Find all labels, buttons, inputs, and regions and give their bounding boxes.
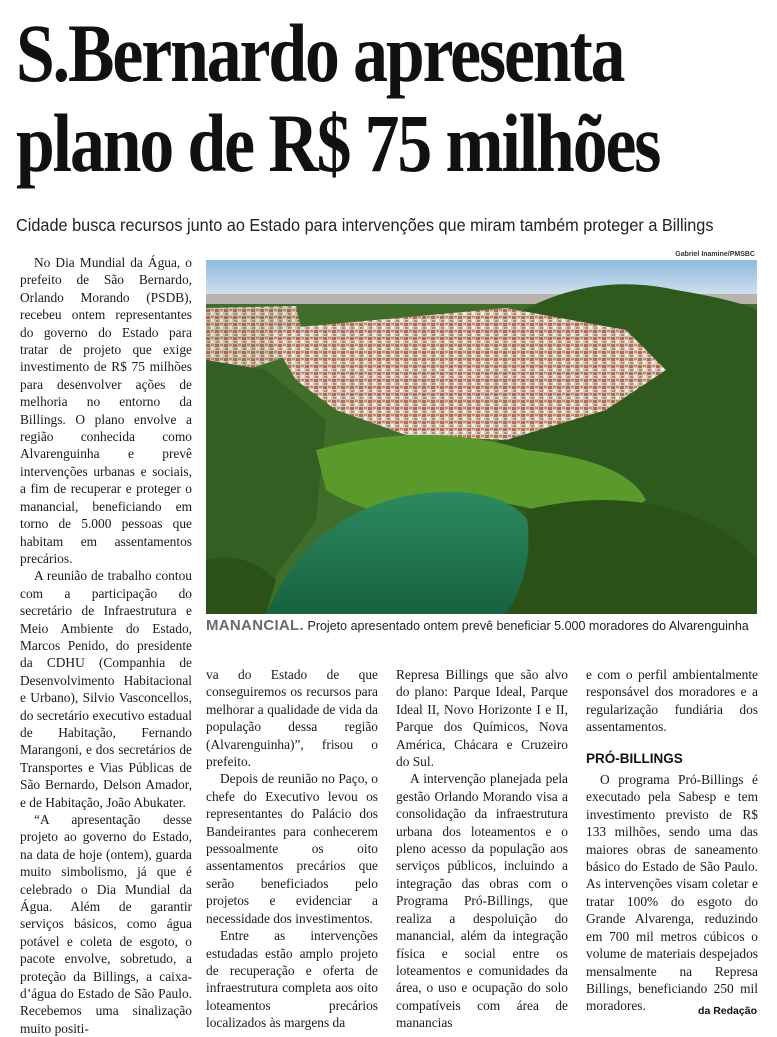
article-column-2 [206,666,378,1031]
caption-kicker: MANANCIAL. [206,617,304,634]
section-heading: PRÓ-BILLINGS [586,750,683,766]
paragraph: Represa Billings que são alvo do plano: Parque Ideal, Parque Ideal II, Novo Horizonte I e II, Parque dos Químicos, Nova América, Chácara e Cruzeiro do Sul. [396,667,568,770]
paragraph: No Dia Mundial da Água, o prefeito de São Bernardo, Orlando Morando (PSDB), recebeu ontem representantes do governo do Estado para tratar de projeto que exige investimento de R$ 75 milhões para desenvolver ações de melhoria no entorno da Billings. O plano envolve a região conhecida como Alvarenguinha e prevê intervenções urbanas e sociais, a fim de recuperar e proteger o manancial, beneficiando em torno de 5.000 pessoas que habitam em assentamentos precários. [20,255,192,566]
paragraph: A reunião de trabalho contou com a participação do secretário de Infraestrutura e Meio Ambiente do Estado, Marcos Penido, do presidente da CDHU (Companhia de Desenvolvimento Habitacional e Urbano), Silvio Vasconcellos, do secretário executivo estadual de Habitação, Fernando Marangoni, e dos secretários de Transportes e Vias Públicas de São Bernardo, Delson Amador, e de Habitação, João Abukater. [20,568,192,810]
caption-text: Projeto apresentado ontem prevê beneficiar 5.000 moradores do Alvarenguinha [307,619,749,633]
photo-caption [206,617,766,635]
subheadline: Cidade busca recursos junto ao Estado para intervenções que miram também proteger a Billings [16,215,714,235]
headline-line-1: S.Bernardo apresenta [16,7,624,99]
headline-line-2: plano de R$ 75 milhões [16,97,660,189]
article-column-1 [20,254,192,1036]
paragraph: O programa Pró-Billings é executado pela Sabesp e tem investimento previsto de R$ 133 milhões, sendo uma das maiores obras de saneamento básico do Estado de São Paulo. As intervenções visam coletar e tratar 100% do esgoto do Grande Alvarenga, reduzindo em 700 mil metros cúbicos o volume de materiais despejados mensalmente na Represa Billings, beneficiando 250 mil moradores. [586,772,758,1014]
article-column-3 [396,666,568,1031]
byline: da Redação [698,1005,757,1017]
photo-credit: Gabriel Inamine/PMSBC [675,251,755,258]
paragraph: Entre as intervenções estudadas estão amplo projeto de recuperação e oferta de infraestrutura completa aos oito loteamentos precários localizados às margens da [206,928,378,1031]
article-column-4 [586,666,758,1028]
paragraph: Depois de reunião no Paço, o chefe do Executivo levou os representantes do Palácio dos Bandeirantes para conhecerem pessoalmente os oito assentamentos precários que serão beneficiados pelo projetos e evidenciar a necessidade dos investimentos. [206,771,378,926]
paragraph: e com o perfil ambientalmente responsável dos moradores e a regularização fundiária dos assentamentos. [586,667,758,735]
paragraph: A intervenção planejada pela gestão Orlando Morando visa a consolidação da infraestrutura urbana dos loteamentos e o pleno acesso da população aos serviços públicos, incluindo a integração das obras com o Programa Pró-Billings, que realiza a despoluição do manancial, além da integração física e social entre os loteamentos e comunidades da área, o uso e ocupação do solo compatíveis com área de manancias [396,771,568,1031]
aerial-photo [206,260,757,614]
paragraph: va do Estado de que conseguiremos os recursos para melhorar a qualidade de vida da população dessa região (Alvarenguinha)”, frisou o prefeito. [206,667,378,770]
paragraph: “A apresentação desse projeto ao governo do Estado, na data de hoje (ontem), guarda muito simbolismo, já que é celebrado o Dia Mundial da Água. Além de garantir serviços básicos, como água potável e coleta de esgoto, o pacote envolve, sobretudo, a proteção da Billings, a caixa-d’água do Estado de São Paulo. Recebemos uma sinalização muito positi- [20,812,192,1036]
headline [16,7,660,189]
